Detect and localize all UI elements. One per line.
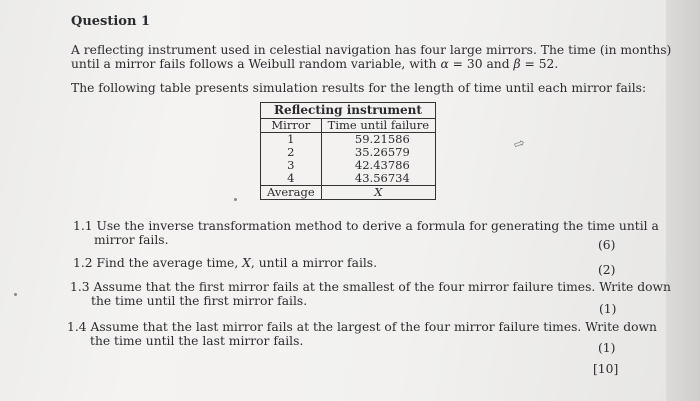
alpha-symbol: α	[440, 57, 449, 71]
table-cell-mirror: 4	[261, 172, 322, 186]
speck	[234, 198, 237, 201]
table-cell-time: 35.26579	[321, 146, 435, 159]
table-cell-mirror: 2	[261, 146, 322, 159]
alpha-value: = 30 and	[448, 57, 514, 71]
intro-line-1: A reflecting instrument used in celestial navigation has four large mirrors. The time (in months)	[71, 43, 672, 57]
intro-line-3: The following table presents simulation results for the length of time until each mirror fails:	[71, 81, 647, 95]
intro-line-2-text: until a mirror fails follows a Weibull random variable, with	[71, 57, 441, 71]
part-1-4-line-1: 1.4 Assume that the last mirror fails at the largest of the four mirror failure times. Write down	[67, 320, 657, 334]
page-edge-shadow	[666, 0, 700, 401]
part-1-2-line-1	[73, 256, 377, 271]
header-mirror: Mirror	[261, 119, 322, 133]
part-1-1-marks: (6)	[598, 238, 616, 252]
part-1-3-line-2: the time until the first mirror fails.	[91, 294, 308, 308]
table-cell-mirror: 1	[261, 133, 322, 147]
table-caption: Reflecting instrument	[261, 103, 436, 119]
question-title: Question 1	[71, 14, 151, 29]
mouse-cursor-icon: ⇨	[511, 135, 528, 154]
part-1-4-marks: (1)	[598, 341, 616, 355]
table-cell-time: 42.43786	[321, 159, 435, 172]
part-1-2-text-b: , until a mirror fails.	[250, 256, 378, 270]
beta-symbol: β	[513, 57, 521, 71]
intro-line-2	[71, 57, 558, 72]
part-1-2-text-a: 1.2 Find the average time,	[73, 256, 243, 270]
part-1-1-line-2: mirror fails.	[94, 233, 169, 247]
table-footer-x: X	[321, 186, 435, 200]
part-1-3-line-1: 1.3 Assume that the first mirror fails at the smallest of the four mirror failure times. Write down	[70, 280, 671, 294]
part-1-1-line-1: 1.1 Use the inverse transformation method to derive a formula for generating the time until a	[73, 219, 659, 233]
table-cell-time: 43.56734	[321, 172, 435, 186]
speck	[14, 293, 17, 296]
part-1-2-marks: (2)	[598, 263, 616, 277]
simulation-table	[260, 102, 436, 200]
header-time: Time until failure	[321, 119, 435, 133]
total-marks: [10]	[593, 362, 619, 376]
x-symbol: X	[242, 256, 251, 270]
beta-value: = 52.	[520, 57, 559, 71]
table-footer-average: Average	[261, 186, 322, 200]
part-1-3-marks: (1)	[599, 302, 617, 316]
table-cell-time: 59.21586	[321, 133, 435, 147]
table-cell-mirror: 3	[261, 159, 322, 172]
part-1-4-line-2: the time until the last mirror fails.	[90, 334, 304, 348]
